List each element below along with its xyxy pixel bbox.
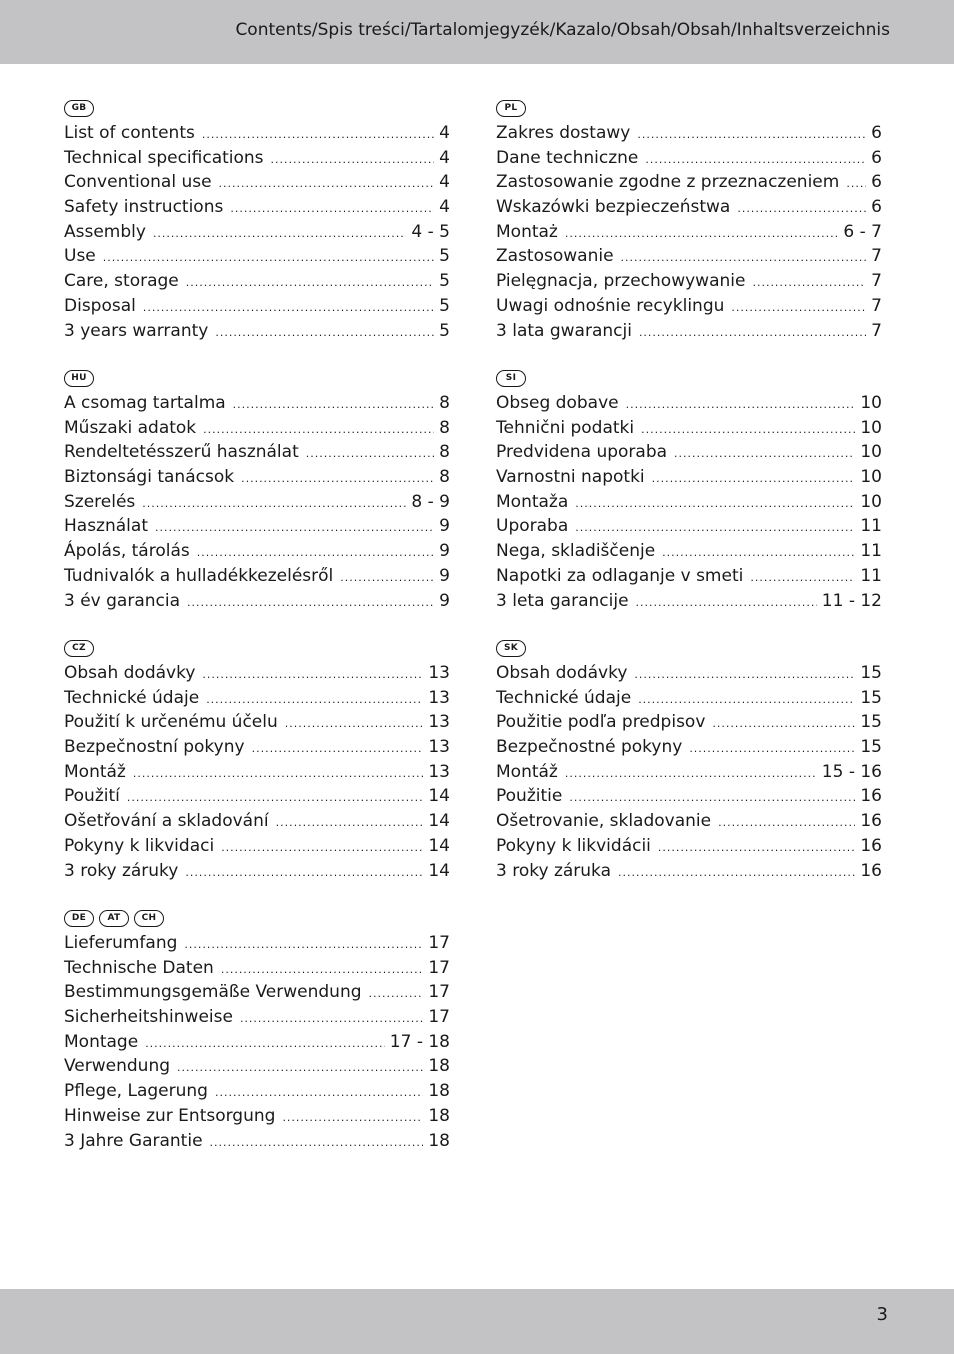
toc-entry[interactable] [496, 220, 882, 245]
toc-entry-label: Obsah dodávky [496, 663, 628, 683]
dot-leader [221, 836, 423, 861]
dot-leader [276, 811, 424, 836]
toc-entry-label: Pokyny k likvidácii [496, 835, 651, 856]
toc-entry[interactable] [496, 661, 882, 686]
language-badge: CH [134, 910, 164, 927]
toc-entry-page: 18 [428, 1081, 450, 1102]
toc-entry-page: 16 [860, 786, 882, 807]
toc-entry-label: Technické údaje [64, 687, 200, 708]
toc-entry-page: 8 [439, 417, 450, 438]
toc-entry-label: Použitie [496, 786, 563, 807]
toc-entry-label: 3 lata gwarancji [496, 320, 632, 341]
toc-entry-page: 13 [428, 687, 450, 708]
dot-leader [210, 1131, 424, 1156]
toc-entry-label: Pielęgnacja, przechowywanie [496, 271, 746, 292]
toc-entry[interactable] [496, 490, 882, 515]
toc-entry[interactable] [64, 1104, 450, 1129]
toc-entry[interactable] [64, 710, 450, 735]
dot-leader [142, 492, 406, 517]
toc-entry-label: Használat [64, 516, 148, 537]
toc-entry-page: 17 - 18 [389, 1031, 450, 1052]
dot-leader [143, 296, 434, 321]
toc-entry[interactable] [496, 735, 882, 760]
toc-column-left [64, 95, 450, 1175]
toc-section [64, 95, 450, 365]
dot-leader [271, 148, 435, 173]
dot-leader [621, 246, 867, 271]
toc-entry-page: 11 [860, 541, 882, 562]
dot-leader [626, 393, 856, 418]
toc-entry-label: Műszaki adatok [64, 417, 197, 438]
toc-entry-page: 6 [871, 147, 882, 168]
language-badges [64, 365, 450, 391]
toc-entry-label: Varnostni napotki [496, 467, 645, 488]
toc-entry[interactable] [64, 661, 450, 686]
toc-section [496, 635, 882, 905]
dot-leader [133, 762, 424, 787]
toc-entry-label: Verwendung [64, 1056, 171, 1077]
toc-entry[interactable] [496, 294, 882, 319]
toc-entry[interactable] [496, 710, 882, 735]
dot-leader [215, 1081, 423, 1106]
toc-entry-label: Zakres dostawy [496, 123, 631, 143]
header-bar [0, 0, 954, 64]
dot-leader [652, 467, 856, 492]
dot-leader [718, 811, 855, 836]
toc-entry-label: List of contents [64, 123, 195, 143]
toc-entry-label: Obseg dobave [496, 393, 619, 413]
dot-leader [618, 861, 855, 886]
toc-entry-page: 17 [428, 933, 450, 953]
dot-leader [252, 737, 424, 762]
dot-leader [202, 123, 434, 148]
dot-leader [662, 541, 855, 566]
toc-entry-page: 16 [860, 811, 882, 832]
dot-leader [145, 1032, 385, 1057]
toc-entry-page: 15 [860, 687, 882, 708]
toc-entry[interactable] [496, 170, 882, 195]
toc-entry-label: 3 Jahre Garantie [64, 1130, 203, 1151]
dot-leader [575, 492, 855, 517]
toc-entry-label: Bestimmungsgemäße Verwendung [64, 982, 362, 1003]
toc-entry[interactable] [64, 1129, 450, 1154]
dot-leader [569, 786, 855, 811]
toc-entry[interactable] [64, 760, 450, 785]
language-badges [496, 95, 882, 121]
toc-entry[interactable] [64, 244, 450, 269]
page-number: 3 [876, 1304, 888, 1325]
dot-leader [752, 271, 866, 296]
toc-entry[interactable] [496, 589, 882, 614]
toc-entry-label: Biztonsági tanácsok [64, 467, 235, 488]
toc-entry-page: 5 [439, 295, 450, 316]
toc-entry[interactable] [64, 465, 450, 490]
toc-entry-page: 6 [871, 197, 882, 218]
toc-entry-label: Lieferumfang [64, 933, 178, 953]
toc-entry-label: Použití k určenému účelu [64, 712, 278, 733]
language-badges [64, 905, 450, 931]
toc-entry[interactable] [64, 1079, 450, 1104]
dot-leader [103, 246, 434, 271]
toc-entry-label: Technické údaje [496, 687, 632, 708]
dot-leader [230, 197, 434, 222]
toc-entry[interactable] [64, 589, 450, 614]
toc-entry[interactable] [64, 686, 450, 711]
toc-entry[interactable] [64, 564, 450, 589]
toc-section [496, 95, 882, 365]
dot-leader [221, 958, 424, 983]
toc-entry-label: Napotki za odlaganje v smeti [496, 565, 744, 586]
toc-entry-page: 8 [439, 442, 450, 463]
toc-entry-page: 18 [428, 1105, 450, 1126]
toc-entry-label: 3 roky záruka [496, 860, 612, 881]
dot-leader [241, 467, 434, 492]
toc-entry-label: Dane techniczne [496, 147, 639, 168]
dot-leader [565, 762, 817, 787]
footer-bar [0, 1289, 954, 1354]
toc-entry-label: Technical specifications [64, 147, 264, 168]
toc-entry[interactable] [64, 195, 450, 220]
dot-leader [369, 982, 424, 1007]
toc-entry-page: 8 [439, 467, 450, 488]
dot-leader [185, 861, 423, 886]
dot-leader [306, 442, 434, 467]
toc-entry[interactable] [64, 440, 450, 465]
toc-section [496, 365, 882, 635]
toc-entry-page: 14 [428, 860, 450, 881]
toc-entry-label: Bezpečnostné pokyny [496, 737, 683, 758]
language-badges [496, 635, 882, 661]
dot-leader [674, 442, 855, 467]
dot-leader [731, 296, 866, 321]
toc-entry-page: 5 [439, 271, 450, 292]
dot-leader [565, 222, 839, 247]
toc-entry[interactable] [64, 809, 450, 834]
toc-entry[interactable] [64, 980, 450, 1005]
toc-entry-page: 6 - 7 [843, 221, 882, 242]
toc-entry-label: Szerelés [64, 491, 136, 512]
toc-entry-page: 14 [428, 835, 450, 856]
toc-entry-label: Rendeltetésszerű használat [64, 442, 299, 463]
toc-entry-page: 5 [439, 320, 450, 341]
toc-entry-page: 17 [428, 982, 450, 1003]
toc-entry-label: Use [64, 246, 96, 267]
dot-leader [197, 541, 434, 566]
toc-entry[interactable] [496, 269, 882, 294]
toc-entry[interactable] [64, 539, 450, 564]
toc-entry-label: Montaža [496, 491, 569, 512]
toc-entry[interactable] [64, 956, 450, 981]
dot-leader [219, 172, 435, 197]
toc-entry-label: Uporaba [496, 516, 569, 537]
dot-leader [689, 737, 855, 762]
toc-entry-label: Ošetrovanie, skladovanie [496, 811, 712, 832]
dot-leader [187, 591, 434, 616]
toc-entry-page: 8 - 9 [411, 491, 450, 512]
toc-entry-page: 15 [860, 663, 882, 683]
dot-leader [233, 393, 435, 418]
toc-entry-label: 3 years warranty [64, 320, 209, 341]
toc-entry[interactable] [64, 1030, 450, 1055]
toc-entry-label: Ápolás, tárolás [64, 541, 190, 562]
toc-entry[interactable] [496, 244, 882, 269]
toc-entry-page: 11 [860, 516, 882, 537]
toc-entry-label: Použitie podľa predpisov [496, 712, 706, 733]
toc-entry-label: 3 év garancia [64, 590, 181, 611]
toc-entry-page: 4 [439, 147, 450, 168]
toc-entry-page: 16 [860, 835, 882, 856]
dot-leader [634, 663, 855, 688]
toc-entry-page: 9 [439, 565, 450, 586]
toc-entry[interactable] [496, 195, 882, 220]
dot-leader [153, 222, 406, 247]
language-badge: GB [64, 100, 94, 117]
toc-entry[interactable] [496, 416, 882, 441]
language-badge: DE [64, 910, 94, 927]
toc-entry-page: 7 [871, 271, 882, 292]
toc-entry[interactable] [496, 146, 882, 171]
dot-leader [575, 516, 855, 541]
toc-entry-label: Pokyny k likvidaci [64, 835, 215, 856]
language-badge: CZ [64, 640, 94, 657]
toc-entry-page: 13 [428, 663, 450, 683]
toc-entry[interactable] [64, 859, 450, 884]
dot-leader [240, 1007, 423, 1032]
toc-entry-page: 16 [860, 860, 882, 881]
toc-entry-label: Tehnični podatki [496, 417, 635, 438]
toc-entry[interactable] [496, 686, 882, 711]
dot-leader [186, 271, 434, 296]
language-badge: AT [99, 910, 129, 927]
toc-entry[interactable] [64, 170, 450, 195]
toc-entry-label: Safety instructions [64, 197, 224, 218]
dot-leader [340, 566, 434, 591]
toc-entry[interactable] [64, 931, 450, 956]
toc-entry-label: Disposal [64, 295, 136, 316]
toc-entry[interactable] [64, 784, 450, 809]
dot-leader [285, 712, 424, 737]
toc-entry-page: 11 [860, 565, 882, 586]
toc-entry-page: 17 [428, 957, 450, 978]
toc-entry-page: 9 [439, 516, 450, 537]
toc-entry[interactable] [64, 319, 450, 344]
toc-entry[interactable] [496, 834, 882, 859]
dot-leader [202, 663, 423, 688]
toc-entry-page: 18 [428, 1130, 450, 1151]
toc-entry-page: 10 [860, 491, 882, 512]
dot-leader [127, 786, 424, 811]
toc-entry[interactable] [496, 440, 882, 465]
toc-entry-page: 10 [860, 393, 882, 413]
toc-entry[interactable] [64, 514, 450, 539]
toc-entry[interactable] [64, 220, 450, 245]
toc-entry-label: Nega, skladiščenje [496, 541, 656, 562]
toc-section [64, 365, 450, 635]
toc-entry-page: 14 [428, 786, 450, 807]
dot-leader [750, 566, 855, 591]
toc-entry[interactable] [496, 809, 882, 834]
toc-entry[interactable] [496, 514, 882, 539]
toc-entry-page: 13 [428, 761, 450, 782]
toc-entry-label: Care, storage [64, 271, 179, 292]
toc-entry[interactable] [496, 465, 882, 490]
dot-leader [177, 1056, 423, 1081]
toc-entry-page: 13 [428, 712, 450, 733]
dot-leader [184, 933, 423, 958]
toc-column-right [496, 95, 882, 905]
toc-entry-label: Uwagi odnośnie recyklingu [496, 295, 725, 316]
toc-entry-page: 6 [871, 123, 882, 143]
toc-section [64, 635, 450, 905]
toc-entry[interactable] [496, 319, 882, 344]
toc-entry[interactable] [64, 416, 450, 441]
toc-entry-page: 10 [860, 442, 882, 463]
toc-entry-label: Ošetřování a skladování [64, 811, 269, 832]
toc-entry[interactable] [496, 859, 882, 884]
toc-entry[interactable] [64, 834, 450, 859]
toc-entry[interactable] [64, 269, 450, 294]
language-badge: PL [496, 100, 526, 117]
toc-entry-label: 3 leta garancije [496, 590, 629, 611]
page-title: Contents/Spis treści/Tartalomjegyzék/Kazalo/Obsah/Obsah/Inhaltsverzeichnis [235, 20, 890, 40]
language-badge: SK [496, 640, 526, 657]
toc-entry[interactable] [64, 391, 450, 416]
toc-entry-label: Bezpečnostní pokyny [64, 737, 245, 758]
toc-entry-label: Obsah dodávky [64, 663, 196, 683]
toc-entry-page: 11 - 12 [821, 590, 882, 611]
toc-entry-page: 10 [860, 417, 882, 438]
dot-leader [658, 836, 855, 861]
toc-entry-label: Montage [64, 1031, 139, 1052]
toc-entry-label: Hinweise zur Entsorgung [64, 1105, 276, 1126]
toc-entry[interactable] [496, 784, 882, 809]
toc-entry-page: 13 [428, 737, 450, 758]
toc-entry-label: 3 roky záruky [64, 860, 179, 881]
dot-leader [645, 148, 866, 173]
toc-entry-page: 10 [860, 467, 882, 488]
toc-entry-page: 7 [871, 295, 882, 316]
toc-entry-page: 18 [428, 1056, 450, 1077]
toc-entry[interactable] [496, 391, 882, 416]
dot-leader [282, 1106, 423, 1131]
language-badges [64, 635, 450, 661]
language-badges [496, 365, 882, 391]
toc-entry-page: 15 [860, 737, 882, 758]
toc-entry-page: 7 [871, 246, 882, 267]
toc-entry-page: 5 [439, 246, 450, 267]
dot-leader [203, 418, 434, 443]
dot-leader [206, 688, 423, 713]
toc-entry-page: 4 [439, 197, 450, 218]
toc-entry[interactable] [64, 146, 450, 171]
toc-entry-label: Tudnivalók a hulladékkezelésről [64, 565, 334, 586]
dot-leader [155, 516, 434, 541]
toc-entry[interactable] [496, 564, 882, 589]
toc-entry[interactable] [64, 1054, 450, 1079]
toc-entry-page: 9 [439, 590, 450, 611]
dot-leader [637, 123, 866, 148]
toc-entry-page: 6 [871, 172, 882, 193]
toc-entry-label: Zastosowanie [496, 246, 614, 267]
toc-entry-page: 7 [871, 320, 882, 341]
toc-entry-page: 15 - 16 [821, 761, 882, 782]
toc-entry-page: 9 [439, 541, 450, 562]
toc-entry-label: Pflege, Lagerung [64, 1081, 208, 1102]
toc-entry-label: Technische Daten [64, 957, 214, 978]
toc-entry-label: Wskazówki bezpieczeństwa [496, 197, 731, 218]
dot-leader [846, 172, 866, 197]
toc-entry[interactable] [496, 760, 882, 785]
dot-leader [215, 321, 434, 346]
toc-entry-label: Assembly [64, 221, 146, 242]
dot-leader [638, 688, 855, 713]
toc-entry-label: Zastosowanie zgodne z przeznaczeniem [496, 172, 840, 193]
toc-section [64, 905, 450, 1175]
language-badge: SI [496, 370, 526, 387]
toc-entry[interactable] [64, 490, 450, 515]
toc-entry-label: Montáž [496, 761, 558, 782]
dot-leader [636, 591, 817, 616]
dot-leader [641, 418, 855, 443]
toc-entry-page: 4 [439, 123, 450, 143]
toc-entry[interactable] [496, 539, 882, 564]
toc-entry-label: Použití [64, 786, 120, 807]
toc-entry-page: 8 [439, 393, 450, 413]
toc-entry[interactable] [64, 1005, 450, 1030]
dot-leader [737, 197, 866, 222]
toc-entry[interactable] [64, 735, 450, 760]
toc-entry-page: 15 [860, 712, 882, 733]
language-badges [64, 95, 450, 121]
toc-entry[interactable] [64, 294, 450, 319]
toc-entry-page: 4 [439, 172, 450, 193]
language-badge: HU [64, 370, 94, 387]
toc-entry-label: Sicherheitshinweise [64, 1007, 233, 1028]
toc-entry-label: Predvidena uporaba [496, 442, 668, 463]
toc-entry-label: Conventional use [64, 172, 212, 193]
toc-entry[interactable] [496, 121, 882, 146]
dot-leader [639, 321, 866, 346]
toc-entry-page: 4 - 5 [411, 221, 450, 242]
toc-entry-page: 14 [428, 811, 450, 832]
toc-entry-label: A csomag tartalma [64, 393, 226, 413]
toc-entry-page: 17 [428, 1007, 450, 1028]
toc-entry[interactable] [64, 121, 450, 146]
toc-entry-label: Montáž [64, 761, 126, 782]
toc-entry-label: Montaż [496, 221, 558, 242]
dot-leader [712, 712, 855, 737]
